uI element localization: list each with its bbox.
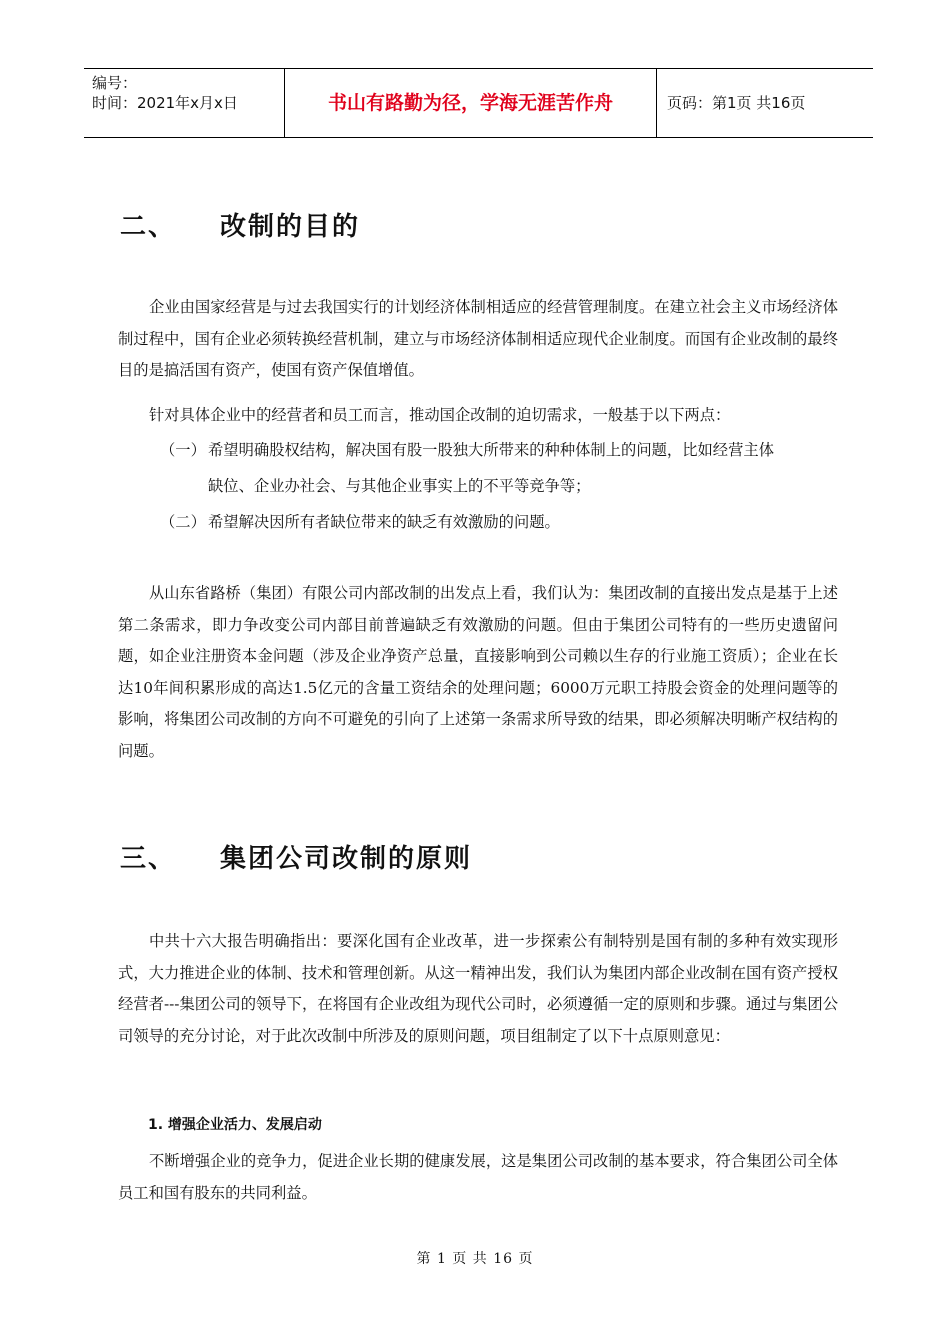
list-text: 希望解决因所有者缺位带来的缺乏有效激励的问题。: [208, 513, 560, 531]
list-item: [160, 504, 840, 540]
section-heading-2: [120, 206, 360, 243]
motto: 书山有路勤为径，学海无涯苦作舟: [285, 69, 657, 137]
list-text: 希望明确股权结构，解决国有股一股独大所带来的种种体制上的问题，比如经营主体: [208, 441, 774, 459]
subheading: 1. 增强企业活力、发展启动: [148, 1117, 322, 1133]
section-title: 改制的目的: [220, 212, 361, 242]
paragraph: 中共十六大报告明确指出：要深化国有企业改革，进一步探索公有制特别是国有制的多种有效实现形式，大力推进企业的体制、技术和管理创新。从这一精神出发，我们认为集团内部企业改制在国有资产授权经营者---集团公司的领导下，在将国有企业改组为现代公司时，必须遵循一定的原则和步骤。通过与集团公司领导的充分讨论，对于此次改制中所涉及的原则问题，项目组制定了以下十点原则意见：: [118, 932, 838, 1045]
list-item: [160, 432, 840, 504]
header-table: [84, 68, 873, 138]
header-meta-cell: [84, 69, 285, 137]
section-number: 二、: [120, 212, 177, 242]
page-info: 页码：第1页 共16页: [667, 94, 806, 112]
time-label: 时间：2021年x月x日: [92, 94, 238, 112]
list-marker: （一）: [160, 441, 206, 459]
section-heading-3: [120, 838, 472, 875]
section-number: 三、: [120, 844, 177, 874]
paragraph: 企业由国家经营是与过去我国实行的计划经济体制相适应的经营管理制度。在建立社会主义市场经济体制过程中，国有企业必须转换经营机制，建立与市场经济体制相适应现代企业制度。而国有企业改制的最终目的是搞活国有资产，使国有资产保值增值。: [118, 298, 838, 379]
paragraph: 不断增强企业的竞争力，促进企业长期的健康发展，这是集团公司改制的基本要求，符合集团公司全体员工和国有股东的共同利益。: [118, 1152, 838, 1202]
page-footer: 第 1 页 共 16 页: [416, 1251, 534, 1267]
paragraph: 从山东省路桥（集团）有限公司内部改制的出发点上看，我们认为：集团改制的直接出发点是基于上述第二条需求，即力争改变公司内部目前普遍缺乏有效激励的问题。但由于集团公司特有的一些历史遗留问题，如企业注册资本金问题（涉及企业净资产总量，直接影响到公司赖以生存的行业施工资质）；企业在长达10年间积累形成的高达1.5亿元的含量工资结余的处理问题；6000万元职工持股会资金的处理问题等的影响，将集团公司改制的方向不可避免的引向了上述第一条需求所导致的结果，即必须解决明晰产权结构的问题。: [118, 584, 838, 760]
number-label: 编号：: [92, 74, 138, 92]
paragraph: 针对具体企业中的经营者和员工而言，推动国企改制的迫切需求，一般基于以下两点：: [149, 406, 731, 424]
section-title: 集团公司改制的原则: [220, 844, 473, 874]
list-text-continued: 缺位、企业办社会、与其他企业事实上的不平等竞争等；: [208, 477, 591, 495]
list-marker: （二）: [160, 513, 206, 531]
